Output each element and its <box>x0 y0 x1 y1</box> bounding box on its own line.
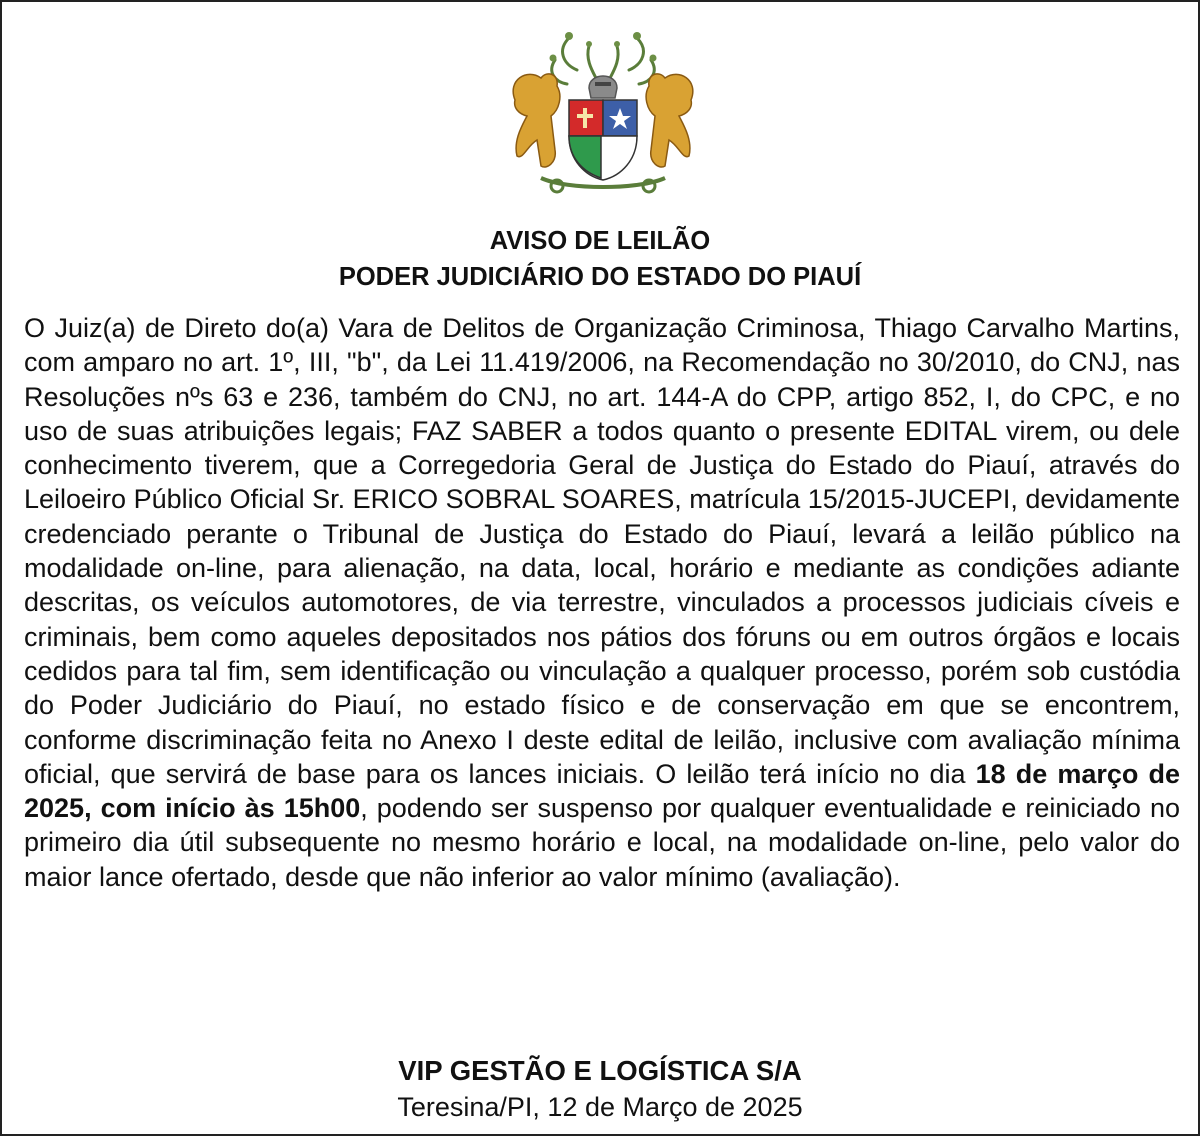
notice-title: AVISO DE LEILÃO <box>489 227 711 255</box>
issuer-title: PODER JUDICIÁRIO DO ESTADO DO PIAUÍ <box>338 263 862 291</box>
body-text-part1: O Juiz(a) de Direto do(a) Vara de Delitos de Organização Criminosa, Thiago Carvalho Martins, com amparo no art. 1º, III, "b", da Lei 11.419/2006, na Recomendação no 30/2010, do CNJ, nas Resoluções nºs 63 e 236, também do CNJ, no art. 144-A do CPP, artigo 852, I, do CPC, e no uso de suas atribuições legais; FAZ SABER a todos quanto o presente EDITAL virem, ou dele conhecimento tiverem, que a Corregedoria Geral de Justiça do Estado do Piauí, através do Leiloeiro Público Oficial Sr. ERICO SOBRAL SOARES, matrícula 15/2015-JUCEPI, devidamente credenciado perante o Tribunal de Justiça do Estado do Piauí, levará a leilão público na modalidade on-line, para alienação, na data, local, horário e mediante as condições adiante descritas, os veículos automotores, de via terrestre, vinculados a processos judiciais cíveis e criminais, bem como aqueles depositados nos pátios dos fóruns ou em outros órgãos e locais cedidos para tal fim, sem identificação ou vinculação a qualquer processo, porém sob custódia do Poder Judiciário do Piauí, no estado físico e de conservação em que se encontrem, conforme discriminação feita no Anexo I deste edital de leilão, inclusive com avaliação mínima oficial, que servirá de base para os lances iniciais. O leilão terá início no dia <box>24 313 1180 789</box>
body-text-part2: , podendo ser suspenso por qualquer eventualidade e reiniciado no primeiro dia útil subsequente no mesmo horário e local, na modalidade on-line, pelo valor do maior lance ofertado, desde que não inferior ao valor mínimo (avaliação). <box>24 793 1181 892</box>
state-coat-of-arms-icon <box>497 20 709 200</box>
notice-body <box>24 311 1180 894</box>
place-and-date: Teresina/PI, 12 de Março de 2025 <box>397 1092 803 1122</box>
company-name: VIP GESTÃO E LOGÍSTICA S/A <box>398 1055 802 1086</box>
auction-date-highlight: 18 de março de 2025, com início às 15h00 <box>24 758 1180 824</box>
